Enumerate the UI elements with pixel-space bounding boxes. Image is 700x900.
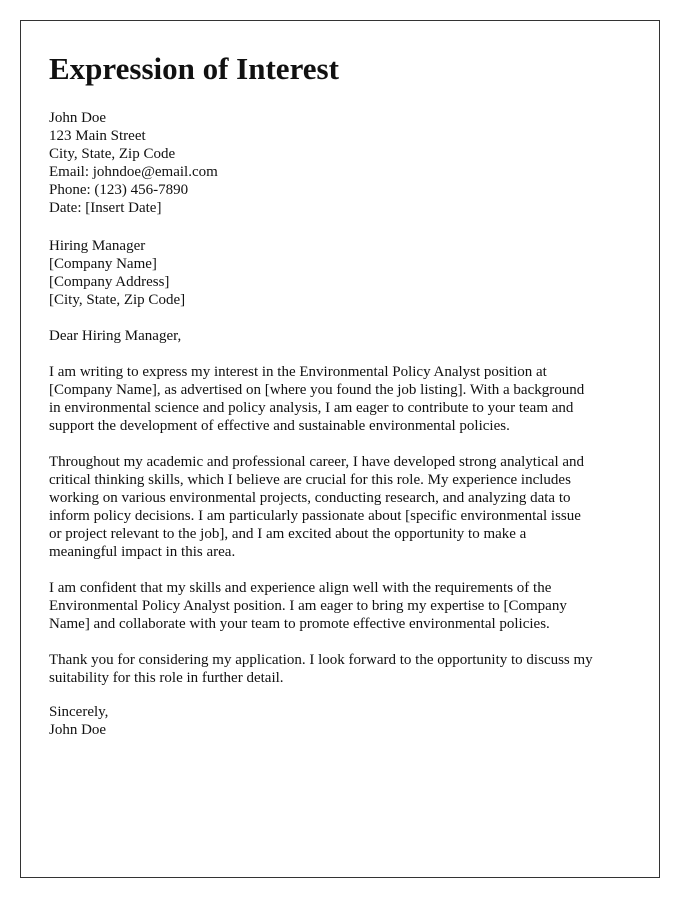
paragraph-line: critical thinking skills, which I believe are crucial for this role. My experience includes: [49, 472, 571, 488]
recipient-address: [49, 237, 637, 309]
recipient-company: [Company Name]: [49, 256, 157, 272]
paragraph-line: I am confident that my skills and experience align well with the requirements of the: [49, 580, 552, 596]
sender-address: [49, 109, 637, 217]
paragraph-line: meaningful impact in this area.: [49, 544, 236, 560]
letter-closing: [49, 703, 637, 739]
letter-date: Date: [Insert Date]: [49, 200, 162, 216]
body-paragraph: [49, 363, 637, 435]
letter-content: [49, 51, 637, 739]
sender-name: John Doe: [49, 110, 107, 126]
recipient-city-state-zip: [City, State, Zip Code]: [49, 292, 186, 308]
paragraph-line: or project relevant to the job], and I am excited about the opportunity to make a: [49, 526, 527, 542]
letter-title: Expression of Interest: [49, 51, 339, 86]
paragraph-line: I am writing to express my interest in the Environmental Policy Analyst position at: [49, 364, 547, 380]
sender-city-state-zip: City, State, Zip Code: [49, 146, 176, 162]
paragraph-line: support the development of effective and sustainable environmental policies.: [49, 418, 510, 434]
sender-street: 123 Main Street: [49, 128, 146, 144]
recipient-address-line: [Company Address]: [49, 274, 170, 290]
body-paragraph: [49, 579, 637, 633]
paragraph-line: working on various environmental projects, conducting research, and analyzing data to: [49, 490, 571, 506]
valediction: Sincerely,: [49, 704, 109, 720]
paragraph-line: inform policy decisions. I am particularly passionate about [specific environmental issue: [49, 508, 581, 524]
paragraph-line: suitability for this role in further detail.: [49, 670, 284, 686]
paragraph-line: Throughout my academic and professional career, I have developed strong analytical and: [49, 454, 585, 470]
body-paragraph: [49, 651, 637, 687]
sender-email: Email: johndoe@email.com: [49, 164, 218, 180]
paragraph-line: in environmental science and policy analysis, I am eager to contribute to your team and: [49, 400, 574, 416]
salutation: Dear Hiring Manager,: [49, 328, 182, 344]
paragraph-line: Thank you for considering my application. I look forward to the opportunity to discuss my: [49, 652, 593, 668]
recipient-title: Hiring Manager: [49, 238, 146, 254]
paragraph-line: Name] and collaborate with your team to promote effective environmental policies.: [49, 616, 550, 632]
body-paragraph: [49, 453, 637, 561]
sender-phone: Phone: (123) 456-7890: [49, 182, 189, 198]
paragraph-line: Environmental Policy Analyst position. I am eager to bring my expertise to [Company: [49, 598, 567, 614]
letter-body: [49, 363, 637, 687]
letter-page: [20, 20, 660, 878]
paragraph-line: [Company Name], as advertised on [where you found the job listing]. With a background: [49, 382, 585, 398]
signature-name: John Doe: [49, 722, 107, 738]
